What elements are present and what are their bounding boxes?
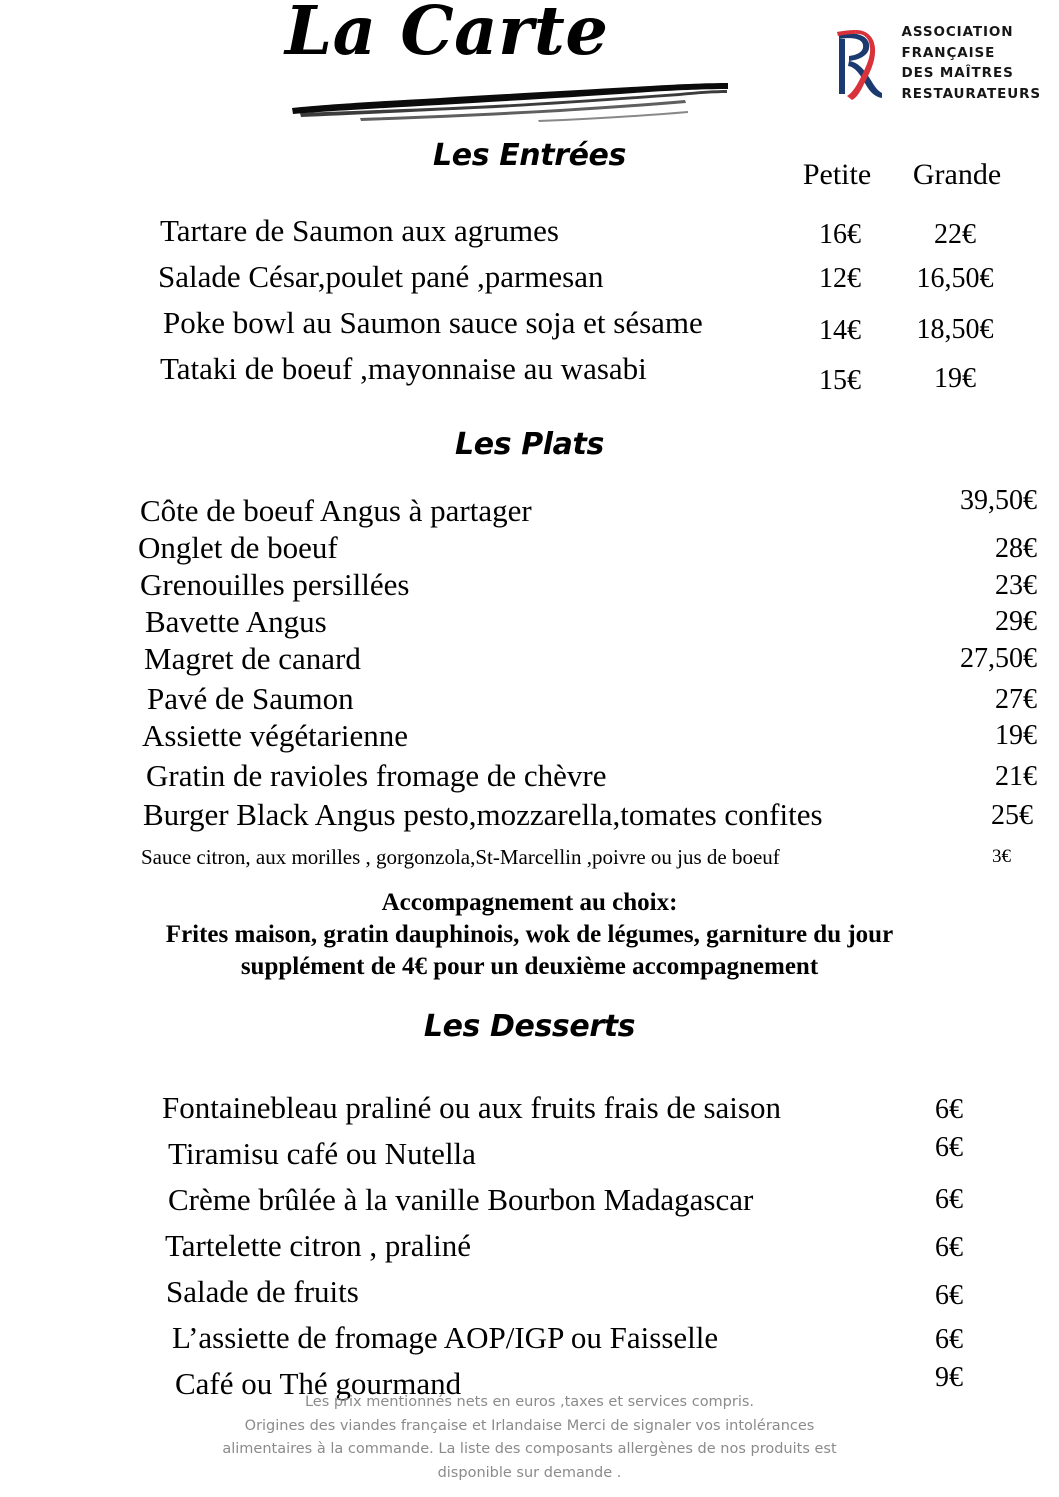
dish-price: 23€ xyxy=(995,570,1037,601)
dish-price-grande: 18,50€ xyxy=(916,314,994,345)
page-title-wrap xyxy=(285,0,735,70)
afmr-logo-text xyxy=(901,22,1041,104)
section-heading-plats: Les Plats xyxy=(455,427,604,462)
dish-name: Bavette Angus xyxy=(145,604,327,639)
dish-name: L’assiette de fromage AOP/IGP ou Faisselle xyxy=(172,1320,719,1355)
dish-price: 28€ xyxy=(995,533,1037,564)
menu-row-plat xyxy=(0,680,1059,720)
dish-name: Onglet de boeuf xyxy=(138,530,338,565)
dish-name: Tiramisu café ou Nutella xyxy=(168,1136,476,1171)
menu-row-dessert xyxy=(0,1322,1059,1368)
menu-row-plat xyxy=(0,757,1059,797)
footer-line-availability: disponible sur demande . xyxy=(437,1464,622,1481)
menu-row-entree xyxy=(0,261,1059,307)
dish-price: 25€ xyxy=(991,800,1033,831)
accompaniment-title: Accompagnement au choix: xyxy=(381,889,678,916)
section-entrees xyxy=(0,138,1059,399)
accompaniment-options: Frites maison, gratin dauphinois, wok de légumes, garniture du jour xyxy=(165,921,894,948)
menu-row-plat xyxy=(0,797,1059,839)
section-desserts xyxy=(0,1009,1059,1414)
dish-price: 6€ xyxy=(935,1232,963,1263)
dish-price: 6€ xyxy=(935,1280,963,1311)
dish-price: 6€ xyxy=(935,1132,963,1163)
dish-name: Burger Black Angus pesto,mozzarella,tomates confites xyxy=(143,797,823,832)
dish-name: Salade César,poulet pané ,parmesan xyxy=(158,259,604,294)
dish-price-grande: 22€ xyxy=(934,219,976,250)
menu-row-plat xyxy=(0,485,1059,532)
dish-price-petite: 16€ xyxy=(819,219,861,250)
dish-price-grande: 16,50€ xyxy=(916,263,994,294)
dish-price: 21€ xyxy=(995,761,1037,792)
logo-line-4: RESTAURATEURS xyxy=(901,85,1041,102)
dish-price: 19€ xyxy=(995,720,1037,751)
menu-row-dessert xyxy=(0,1276,1059,1322)
footer-line-prices: Les prix mentionnés nets en euros ,taxes et services compris. xyxy=(304,1394,755,1411)
dish-price: 27€ xyxy=(995,684,1037,715)
dish-price: 9€ xyxy=(935,1362,963,1393)
footer-line-origins: Origines des viandes française et Irlandaise Merci de signaler vos intolérances xyxy=(244,1417,815,1434)
menu-row-entree xyxy=(0,307,1059,353)
dish-price-petite: 15€ xyxy=(819,365,861,396)
accompaniment-block xyxy=(0,887,1059,983)
logo-line-3: DES MAÎTRES xyxy=(901,65,1014,82)
dish-price: 6€ xyxy=(935,1094,963,1125)
dish-name: Gratin de ravioles fromage de chèvre xyxy=(146,758,607,793)
section-heading-desserts: Les Desserts xyxy=(423,1009,636,1044)
logo-line-2: FRANÇAISE xyxy=(901,44,996,61)
accompaniment-supplement: supplément de 4€ pour un deuxième accompagnement xyxy=(240,953,819,980)
menu-row-dessert xyxy=(0,1132,1059,1184)
menu-row-plat xyxy=(0,720,1059,757)
dish-name: Assiette végétarienne xyxy=(142,718,408,753)
dish-name: Tartare de Saumon aux agrumes xyxy=(160,213,559,248)
brush-underline-icon xyxy=(290,82,730,124)
menu-row-plat xyxy=(0,569,1059,606)
dish-price-grande: 19€ xyxy=(934,363,976,394)
menu-row-dessert xyxy=(0,1184,1059,1230)
page-title: La Carte xyxy=(285,0,609,70)
dish-name: Salade de fruits xyxy=(166,1274,359,1309)
column-header-petite: Petite xyxy=(802,158,872,191)
menu-row-plat xyxy=(0,643,1059,680)
sauces-price: 3€ xyxy=(992,846,1011,867)
dish-name: Pavé de Saumon xyxy=(147,681,354,716)
dish-price-petite: 12€ xyxy=(819,263,861,294)
menu-row-dessert xyxy=(0,1230,1059,1276)
menu-header xyxy=(0,0,1059,130)
entrees-column-headers xyxy=(781,160,1021,190)
menu-row-plat xyxy=(0,532,1059,569)
dish-name: Magret de canard xyxy=(144,641,361,676)
legal-footer xyxy=(0,1391,1059,1485)
dish-name: Tataki de boeuf ,mayonnaise au wasabi xyxy=(160,351,647,386)
section-plats xyxy=(0,427,1059,983)
dish-name: Poke bowl au Saumon sauce soja et sésame xyxy=(163,305,703,340)
dish-price: 6€ xyxy=(935,1324,963,1355)
dish-name: Café ou Thé gourmand xyxy=(175,1366,462,1401)
column-header-grande: Grande xyxy=(912,158,1002,191)
menu-row-dessert xyxy=(0,1092,1059,1138)
dish-price: 27,50€ xyxy=(960,643,1037,674)
menu-row-plat xyxy=(0,606,1059,643)
afmr-logo xyxy=(825,22,1041,104)
menu-row-entree xyxy=(0,215,1059,261)
dish-name: Grenouilles persillées xyxy=(140,567,410,602)
dish-price-petite: 14€ xyxy=(819,315,861,346)
afmr-r-monogram-icon xyxy=(825,24,887,102)
dish-name: Fontainebleau praliné ou aux fruits frais de saison xyxy=(162,1090,781,1125)
dish-name: Crème brûlée à la vanille Bourbon Madagascar xyxy=(168,1182,754,1217)
dish-price: 29€ xyxy=(995,606,1037,637)
menu-row-entree xyxy=(0,353,1059,399)
logo-line-1: ASSOCIATION xyxy=(901,24,1014,40)
section-heading-entrees: Les Entrées xyxy=(433,138,626,173)
sauces-text: Sauce citron, aux morilles , gorgonzola,St-Marcellin ,poivre ou jus de boeuf xyxy=(141,845,780,869)
dish-name: Côte de boeuf Angus à partager xyxy=(140,493,532,528)
sauces-row xyxy=(0,847,1059,881)
dish-name: Tartelette citron , praliné xyxy=(165,1228,471,1263)
dish-price: 6€ xyxy=(935,1184,963,1215)
footer-line-allergens: alimentaires à la commande. La liste des composants allergènes de nos produits est xyxy=(222,1441,837,1458)
dish-price: 39,50€ xyxy=(960,485,1037,516)
